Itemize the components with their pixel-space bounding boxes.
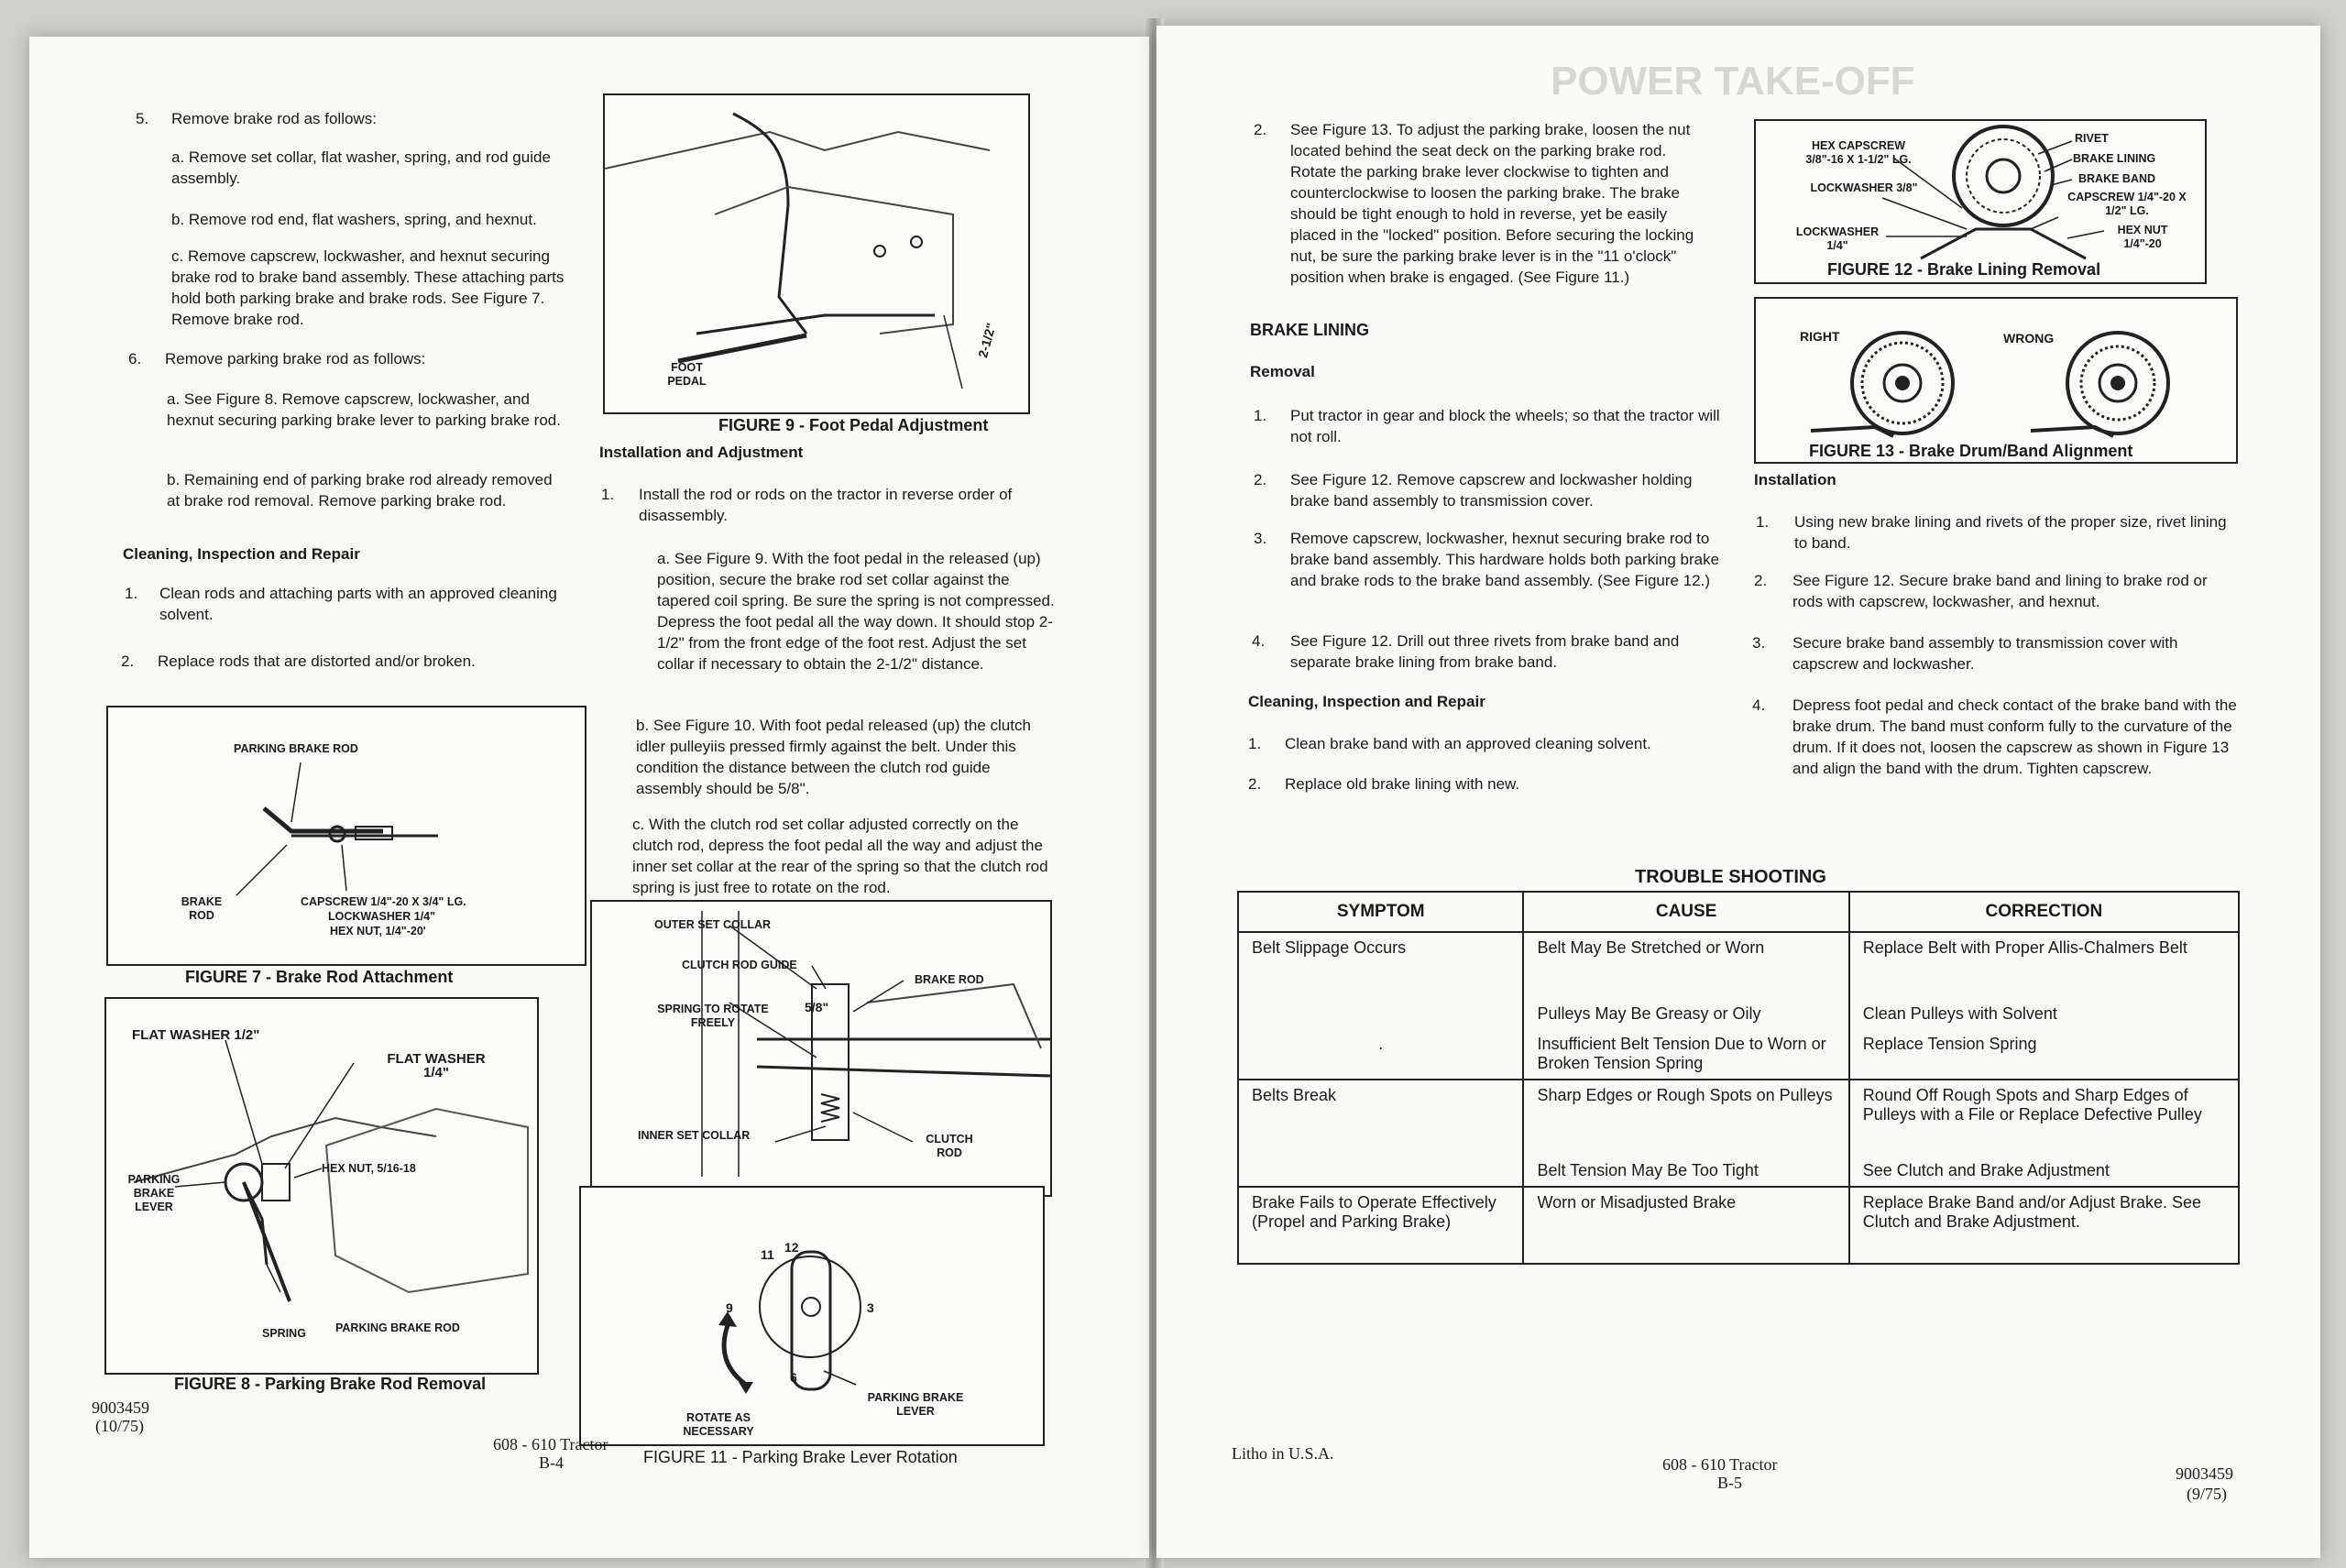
table-header-row — [1238, 892, 2239, 932]
table-row — [1238, 1029, 2239, 1080]
removal-heading: Removal — [1250, 363, 1315, 380]
fig8-label-flat-washer-half: FLAT WASHER 1/2" — [132, 1027, 260, 1043]
right-cleaning-2-text: Replace old brake lining with new. — [1285, 775, 1520, 793]
cell-correction: Replace Belt with Proper Allis-Chalmers Belt — [1849, 932, 2239, 999]
fig7-label-lockwasher: LOCKWASHER 1/4" — [328, 910, 436, 923]
left-cleaning-1-text: Clean rods and attaching parts with an approved cleaning solvent. — [159, 585, 557, 623]
fig12-label-hex-capscrew: HEX CAPSCREW 3/8"-16 X 1-1/2" LG. — [1805, 139, 1912, 166]
step-2-text: See Figure 13. To adjust the parking brake, loosen the nut located behind the seat deck on the parking brake rod. Rotate the parking brake lever clockwise to tighten and counterclockwise to loosen the parking brake. The brake should be tight enough to hold in reverse, yet be easily placed in the "locked" position. Before securing the locking nut, be sure the parking brake lever is in the "11 o'clock" position when brake is engaged. (See Figure 11.) — [1290, 121, 1694, 286]
fig7-label-parking-brake-rod: PARKING BRAKE ROD — [234, 742, 358, 755]
removal-4-text: See Figure 12. Drill out three rivets from brake band and separate brake lining from brake band. — [1290, 632, 1680, 671]
figure-11-caption: FIGURE 11 - Parking Brake Lever Rotation — [643, 1448, 958, 1466]
table-row — [1238, 999, 2239, 1029]
figure-12-box — [1754, 119, 2207, 284]
step-6-number: 6. — [128, 350, 142, 367]
cell-cause: Worn or Misadjusted Brake — [1523, 1187, 1848, 1264]
left-footer-model: 608 - 610 Tractor — [493, 1435, 608, 1453]
fig11-label-12: 12 — [784, 1240, 799, 1255]
step-6b-text: b. Remaining end of parking brake rod already removed at brake rod removal. Remove parking brake rod. — [167, 471, 553, 510]
cell-correction: Clean Pulleys with Solvent — [1849, 999, 2239, 1029]
left-footer-date: (10/75) — [95, 1417, 144, 1435]
fig12-label-lockwasher-14: LOCKWASHER 1/4" — [1795, 225, 1880, 252]
installation-4-text: Depress foot pedal and check contact of the brake band with the brake drum. The band must conform fully to the curvature of the drum. If it does not, loosen the capscrew as shown in Figure 13 and align the band with the drum. Tighten capscrew. — [1792, 696, 2237, 777]
step-5-text: Remove brake rod as follows: — [171, 110, 377, 127]
fig12-label-lockwasher-38: LOCKWASHER 3/8" — [1810, 181, 1918, 194]
fig7-label-brake-rod: BRAKE ROD — [181, 895, 223, 922]
table-row — [1238, 1080, 2239, 1156]
fig10-label-clutch-rod: CLUTCH ROD — [926, 1133, 973, 1159]
cell-correction: Replace Brake Band and/or Adjust Brake. See Clutch and Brake Adjustment. — [1849, 1187, 2239, 1264]
figure-9-caption: FIGURE 9 - Foot Pedal Adjustment — [718, 416, 989, 434]
install-b-text: b. See Figure 10. With foot pedal released (up) the clutch idler pulleyiis pressed firmly against the belt. Under this condition the distance between the clutch rod guide assembly should be 5/8". — [636, 717, 1031, 797]
figure-8-caption: FIGURE 8 - Parking Brake Rod Removal — [174, 1375, 487, 1393]
fig10-label-clutch-rod-guide: CLUTCH ROD GUIDE — [682, 959, 797, 971]
figure-7-box — [106, 706, 586, 966]
install-1-text: Install the rod or rods on the tractor in reverse order of disassembly. — [639, 486, 1013, 524]
figure-8-box — [104, 997, 539, 1375]
installation-3-text: Secure brake band assembly to transmission cover with capscrew and lockwasher. — [1792, 634, 2178, 673]
right-footer-litho: Litho in U.S.A. — [1232, 1444, 1334, 1463]
trouble-shooting-table — [1237, 891, 2240, 1265]
fig12-label-hexnut: HEX NUT 1/4"-20 — [2117, 224, 2168, 250]
installation-heading: Installation — [1754, 471, 1836, 488]
left-cleaning-heading: Cleaning, Inspection and Repair — [123, 545, 360, 563]
removal-1-text: Put tractor in gear and block the wheels; so that the tractor will not roll. — [1290, 407, 1720, 445]
fig8-label-parking-brake-rod: PARKING BRAKE ROD — [335, 1321, 460, 1334]
installation-4-number: 4. — [1752, 696, 1766, 714]
fig7-label-hexnut: HEX NUT, 1/4"-20' — [330, 925, 426, 938]
cell-cause: Belt Tension May Be Too Tight — [1523, 1156, 1848, 1187]
figure-13-drawing — [1756, 299, 2236, 462]
fig12-label-capscrew: CAPSCREW 1/4"-20 X 1/2" LG. — [2067, 191, 2187, 217]
fig12-label-brake-band: BRAKE BAND — [2078, 172, 2156, 185]
right-cleaning-heading: Cleaning, Inspection and Repair — [1248, 693, 1485, 710]
table-row — [1238, 1187, 2239, 1264]
figure-7-caption: FIGURE 7 - Brake Rod Attachment — [185, 968, 454, 986]
fig11-label-6: 6 — [790, 1370, 797, 1385]
cell-symptom: Belts Break — [1238, 1080, 1523, 1156]
cell-symptom: Belt Slippage Occurs — [1238, 932, 1523, 999]
left-cleaning-2-number: 2. — [121, 652, 135, 670]
install-c-text: c. With the clutch rod set collar adjusted correctly on the clutch rod, depress the foot pedal all the way and adjust the inner set collar at the rear of the spring so that the clutch rod spring is just free to rotate on the rod. — [632, 816, 1048, 896]
trouble-shooting-title: TROUBLE SHOOTING — [1635, 867, 1826, 887]
install-a-text: a. See Figure 9. With the foot pedal in the released (up) position, secure the brake rod set collar against the tapered coil spring. Be sure the spring is not compressed. Depress the foot pedal all the way down. It should stop 2-1/2" from the front edge of the foot rest. Adjust the set collar if necessary to obtain the 2-1/2" distance. — [657, 550, 1055, 673]
right-footer-model: 608 - 610 Tractor — [1662, 1455, 1778, 1474]
fig10-label-brake-rod: BRAKE ROD — [915, 973, 984, 986]
installation-3-number: 3. — [1752, 634, 1766, 652]
left-cleaning-1-number: 1. — [125, 585, 138, 602]
fig12-label-brake-lining: BRAKE LINING — [2073, 152, 2156, 165]
fig11-label-9: 9 — [726, 1300, 733, 1315]
step-2-number: 2. — [1254, 121, 1267, 138]
step-6a-text: a. See Figure 8. Remove capscrew, lockwasher, and hexnut securing parking brake lever to parking brake rod. — [167, 390, 561, 429]
header-correction: CORRECTION — [1849, 892, 2239, 932]
fig8-label-hexnut: HEX NUT, 5/16-18 — [322, 1162, 416, 1175]
fig11-label-11: 11 — [761, 1247, 774, 1262]
cell-correction: Replace Tension Spring — [1849, 1029, 2239, 1080]
fig11-label-lever: PARKING BRAKE LEVER — [867, 1391, 964, 1418]
fig8-label-spring: SPRING — [262, 1327, 306, 1340]
installation-2-text: See Figure 12. Secure brake band and lining to brake rod or rods with capscrew, lockwasher, and hexnut. — [1792, 572, 2208, 610]
table-row — [1238, 1156, 2239, 1187]
removal-1-number: 1. — [1254, 407, 1267, 424]
right-cleaning-2-number: 2. — [1248, 775, 1262, 793]
figure-13-caption: FIGURE 13 - Brake Drum/Band Alignment — [1809, 442, 2133, 460]
removal-2-text: See Figure 12. Remove capscrew and lockwasher holding brake band assembly to transmission cover. — [1290, 471, 1693, 510]
figure-10-box — [590, 900, 1052, 1197]
header-symptom: SYMPTOM — [1238, 892, 1523, 932]
installation-adjustment-heading: Installation and Adjustment — [599, 444, 804, 461]
left-footer-page: B-4 — [539, 1453, 564, 1472]
fig13-label-wrong: WRONG — [2003, 331, 2055, 345]
figure-10-drawing — [592, 902, 1050, 1195]
right-footer-doc-number: 9003459 — [2176, 1464, 2233, 1483]
left-footer-doc-number: 9003459 — [92, 1398, 149, 1417]
figure-9-box — [603, 93, 1030, 414]
right-cleaning-1-text: Clean brake band with an approved cleaning solvent. — [1285, 735, 1651, 752]
removal-3-text: Remove capscrew, lockwasher, hexnut securing brake rod to brake band assembly. This hardware holds both parking brake and brake rods to the brake band assembly. (See Figure 12.) — [1290, 530, 1720, 589]
cell-symptom — [1238, 1156, 1523, 1187]
cell-symptom: Brake Fails to Operate Effectively (Propel and Parking Brake) — [1238, 1187, 1523, 1264]
figure-11-box — [579, 1186, 1045, 1446]
step-5a-text: a. Remove set collar, flat washer, spring, and rod guide assembly. — [171, 148, 551, 187]
fig10-label-dimension: 5/8" — [805, 1000, 829, 1014]
brake-lining-heading: BRAKE LINING — [1250, 321, 1369, 339]
step-5-number: 5. — [136, 110, 149, 127]
fig9-label-foot-pedal: FOOT PEDAL — [667, 361, 707, 388]
fig11-label-3: 3 — [867, 1300, 874, 1315]
table-row — [1238, 932, 2239, 999]
removal-3-number: 3. — [1254, 530, 1267, 547]
cell-symptom: . — [1238, 1029, 1523, 1080]
fig10-label-outer-set-collar: OUTER SET COLLAR — [654, 918, 772, 931]
fig10-label-inner-set-collar: INNER SET COLLAR — [638, 1129, 751, 1142]
fig7-label-capscrew: CAPSCREW 1/4"-20 X 3/4" LG. — [301, 895, 466, 908]
fig8-label-lever: PARKING BRAKE LEVER — [127, 1173, 181, 1213]
step-6-text: Remove parking brake rod as follows: — [165, 350, 426, 367]
cell-cause: Belt May Be Stretched or Worn — [1523, 932, 1848, 999]
figure-13-box — [1754, 297, 2238, 464]
cell-cause: Pulleys May Be Greasy or Oily — [1523, 999, 1848, 1029]
fig12-label-rivet: RIVET — [2075, 132, 2109, 145]
cell-correction: See Clutch and Brake Adjustment — [1849, 1156, 2239, 1187]
fig13-label-right: RIGHT — [1800, 329, 1840, 344]
left-page — [29, 37, 1149, 1558]
removal-2-number: 2. — [1254, 471, 1267, 488]
fig11-label-rotate: ROTATE AS NECESSARY — [683, 1411, 754, 1438]
installation-1-number: 1. — [1756, 513, 1770, 531]
right-footer-page: B-5 — [1717, 1474, 1742, 1492]
bleed-through-title: POWER TAKE-OFF — [1551, 59, 1915, 104]
left-cleaning-2-text: Replace rods that are distorted and/or broken. — [158, 652, 476, 670]
install-1-number: 1. — [601, 486, 615, 503]
header-cause: CAUSE — [1523, 892, 1848, 932]
right-footer-date: (9/75) — [2187, 1485, 2227, 1503]
cell-cause: Insufficient Belt Tension Due to Worn or Broken Tension Spring — [1523, 1029, 1848, 1080]
right-cleaning-1-number: 1. — [1248, 735, 1262, 752]
fig8-label-flat-washer-quarter: FLAT WASHER 1/4" — [387, 1051, 486, 1080]
removal-4-number: 4. — [1252, 632, 1266, 650]
installation-1-text: Using new brake lining and rivets of the proper size, rivet lining to band. — [1794, 513, 2227, 552]
fig10-label-spring: SPRING TO ROTATE FREELY — [657, 1003, 769, 1029]
step-5b-text: b. Remove rod end, flat washers, spring, and hexnut. — [171, 211, 537, 228]
figure-12-caption: FIGURE 12 - Brake Lining Removal — [1827, 260, 2101, 279]
cell-cause: Sharp Edges or Rough Spots on Pulleys — [1523, 1080, 1848, 1156]
right-page — [1157, 26, 2320, 1558]
cell-correction: Round Off Rough Spots and Sharp Edges of Pulleys with a File or Replace Defective Pulley — [1849, 1080, 2239, 1156]
fig9-label-dimension: 2-1/2" — [975, 321, 999, 360]
cell-symptom — [1238, 999, 1523, 1029]
installation-2-number: 2. — [1754, 572, 1768, 589]
step-5c-text: c. Remove capscrew, lockwasher, and hexnut securing brake rod to brake band assembly. These attaching parts hold both parking brake and brake rods. See Figure 7. Remove brake rod. — [171, 247, 565, 328]
